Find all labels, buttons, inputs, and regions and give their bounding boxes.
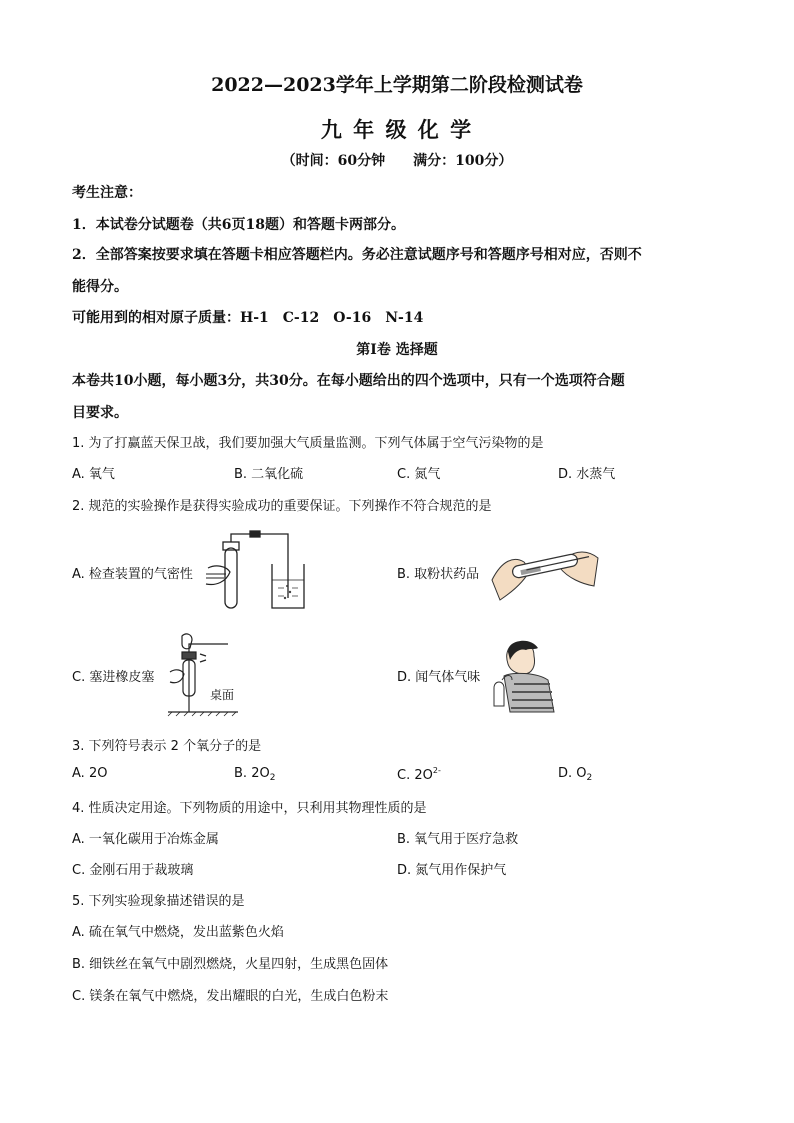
- notice-item-2-cont: 能得分。: [72, 279, 128, 295]
- question-2-stem: 2. 规范的实验操作是获得实验成功的重要保证。下列操作不符合规范的是: [72, 499, 492, 514]
- question-4-stem: 4. 性质决定用途。下列物质的用途中，只利用其物理性质的是: [72, 801, 427, 816]
- notice-item-1: 1．本试卷分试题卷（共6页18题）和答题卡两部分。: [72, 217, 405, 233]
- question-5-option-c: C. 镁条在氧气中燃烧，发出耀眼的白光，生成白色粉末: [72, 989, 389, 1004]
- question-4-option-d: D. 氮气用作保护气: [397, 863, 507, 878]
- subject-title: 九 年 级 化 学: [320, 117, 474, 142]
- notice-heading: 考生注意：: [72, 185, 142, 201]
- question-2-option-d: D. 闻气体气味: [397, 670, 481, 685]
- question-5-option-b: B. 细铁丝在氧气中剧烈燃烧，火星四射，生成黑色固体: [72, 957, 389, 972]
- exam-title: 2022—2023学年上学期第二阶段检测试卷: [211, 74, 583, 96]
- question-3-option-d: D. $O_2$: [558, 766, 593, 783]
- powder-sampling-figure: [490, 540, 600, 602]
- question-1-option-b: B. 二氧化硫: [234, 467, 304, 482]
- question-2-option-b: B. 取粉状药品: [397, 567, 480, 582]
- atomic-mass-info: 可能用到的相对原子质量：H-1 C-12 O-16 N-14: [72, 310, 424, 326]
- desk-label: 桌面: [210, 688, 235, 702]
- question-2-option-c: C. 塞进橡皮塞: [72, 670, 155, 685]
- smelling-gas-figure: [490, 636, 562, 714]
- question-1-stem: 1. 为了打赢蓝天保卫战，我们要加强大气质量监测。下列气体属于空气污染物的是: [72, 436, 544, 451]
- time-info: （时间：60分钟 满分：100分）: [281, 153, 513, 169]
- question-5-option-a: A. 硫在氧气中燃烧，发出蓝紫色火焰: [72, 925, 284, 940]
- question-3-option-b: B. $2O_2$: [234, 766, 276, 783]
- rubber-stopper-figure: [168, 632, 250, 714]
- question-4-option-a: A. 一氧化碳用于冶炼金属: [72, 832, 219, 847]
- section-heading: 第Ⅰ卷 选择题: [356, 342, 438, 358]
- question-3-option-c: C. $2O^{2-}$: [397, 766, 441, 783]
- question-1-option-d: D. 水蒸气: [558, 467, 616, 482]
- question-5-stem: 5. 下列实验现象描述错误的是: [72, 894, 245, 909]
- section-intro-cont: 目要求。: [72, 405, 128, 421]
- notice-item-2: 2．全部答案按要求填在答题卡相应答题栏内。务必注意试题序号和答题序号相对应，否则不: [72, 247, 642, 263]
- question-1-option-c: C. 氮气: [397, 467, 441, 482]
- question-1-option-a: A. 氧气: [72, 467, 115, 482]
- question-3-stem: 3. 下列符号表示 2 个氧分子的是: [72, 739, 262, 754]
- question-3-option-a: A. 2O: [72, 766, 108, 781]
- airtightness-check-figure: [200, 528, 312, 612]
- question-4-option-c: C. 金刚石用于裁玻璃: [72, 863, 194, 878]
- section-intro: 本卷共10小题，每小题3分，共30分。在每小题给出的四个选项中，只有一个选项符合题: [72, 373, 625, 389]
- question-4-option-b: B. 氧气用于医疗急救: [397, 832, 519, 847]
- question-2-option-a: A. 检查装置的气密性: [72, 567, 193, 582]
